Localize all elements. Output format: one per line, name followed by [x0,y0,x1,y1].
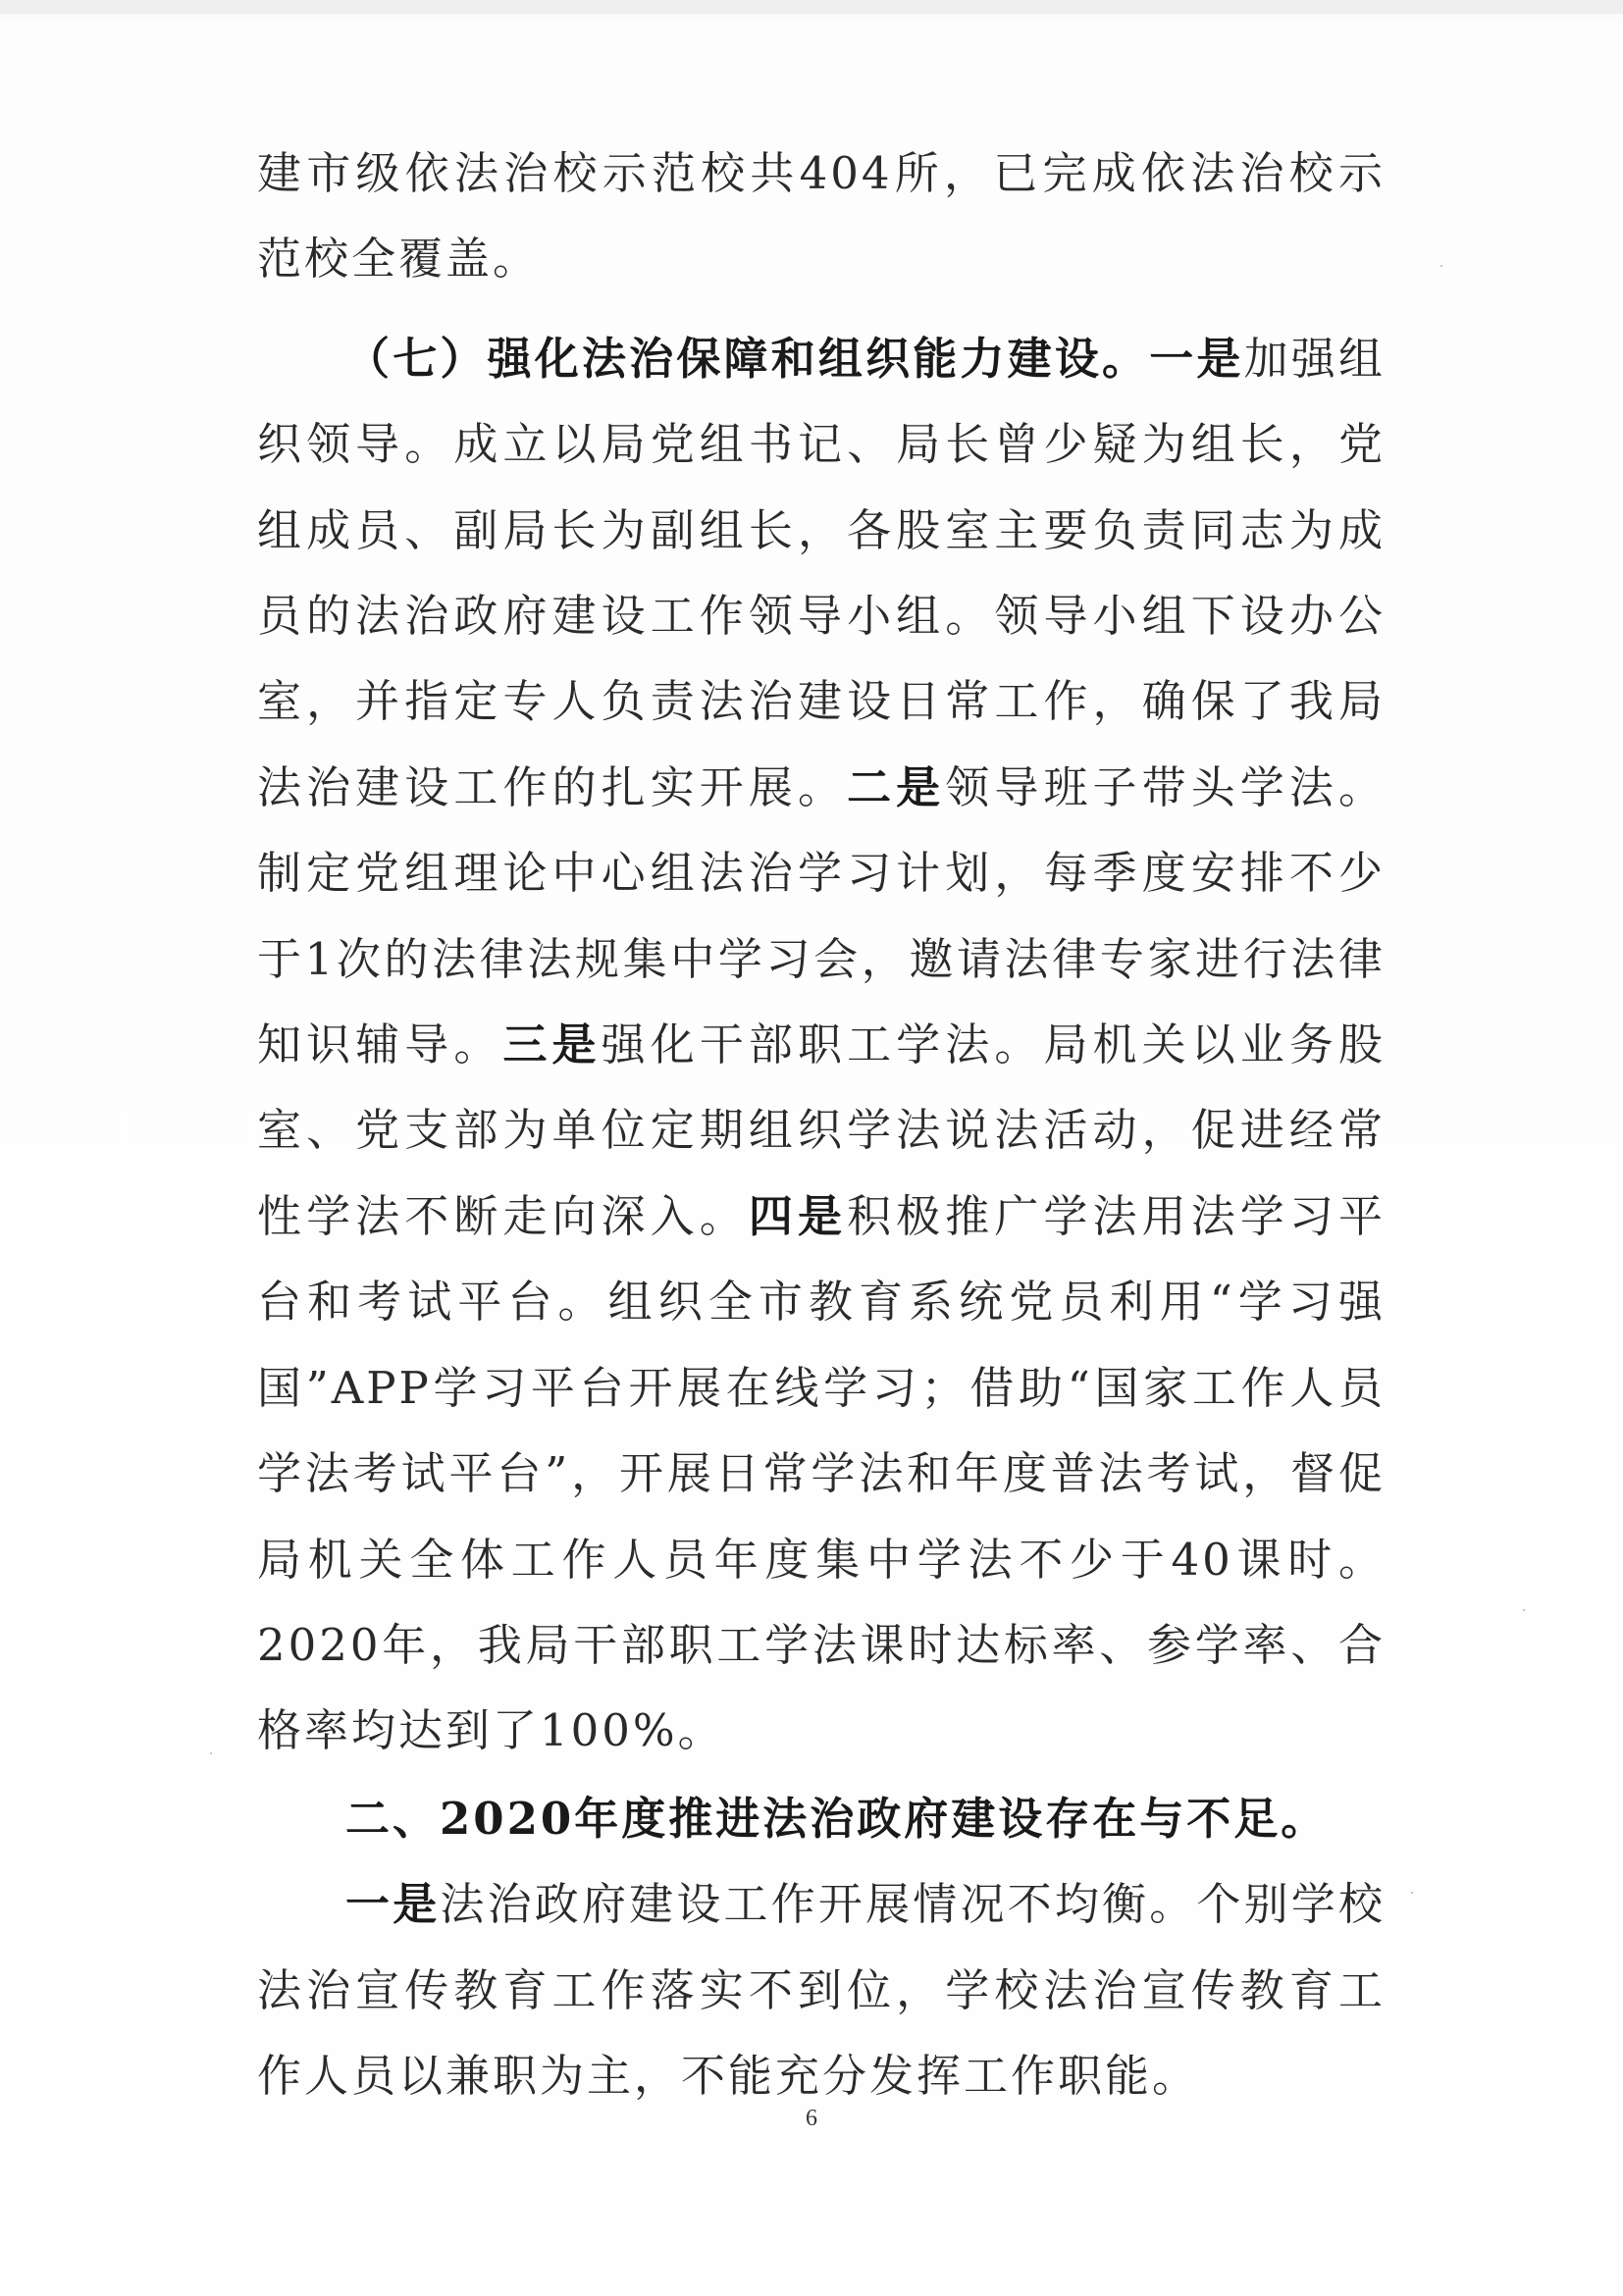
scan-speck [1440,265,1442,267]
shortcoming-one-text: 法治政府建设工作开展情况不均衡。个别学校法治宣传教育工作落实不到位，学校法治宣传教育工作人员以兼职为主，不能充分发挥工作职能。 [257,1878,1386,2102]
point-three-text: 强化干部职工学法。局机关以业务股室、党支部为单位定期组织学法说法活动，促进经常性学法不断走向深入。 [257,1018,1386,1242]
scan-speck [1411,1892,1413,1894]
point-two-text: 领导班子带头学法。制定党组理论中心组法治学习计划，每季度安排不少于1次的法律法规集中学习会，邀请法律专家进行法律知识辅导。 [257,760,1386,1071]
shortcoming-one-marker: 一是 [345,1878,441,1931]
section-two-heading: 二、2020年度推进法治政府建设存在与不足。 [345,1792,1329,1845]
scan-speck [210,1752,212,1754]
section-seven-heading: （七）强化法治保障和组织能力建设。 [345,332,1150,385]
document-body [257,130,1386,2118]
point-two-marker: 二是 [847,760,946,813]
paragraph-shortcoming [257,1861,1386,2118]
point-one-marker: 一是 [1149,332,1244,385]
scan-speck [1523,1609,1525,1611]
paragraph-section-seven [257,316,1386,1774]
paragraph-continuation [257,130,1386,302]
paragraph-text: 建市级依法治校示范校共404所，已完成依法治校示范校全覆盖。 [257,147,1386,286]
page-number: 6 [806,2106,817,2131]
point-four-text: 积极推广学法用法学习平台和考试平台。组织全市教育系统党员利用“学习强国”APP学习平台开展在线学习；借助“国家工作人员学法考试平台”，开展日常学法和年度普法考试，督促局机关全体工作人员年度集中学法不少于40课时。2020年，我局干部职工学法课时达标率、参学率、合格率均达到了100%。 [257,1189,1386,1757]
scan-top-edge [0,0,1623,14]
point-one-text: 加强组织领导。成立以局党组书记、局长曾少疑为组长，党组成员、副局长为副组长，各股室主要负责同志为成员的法治政府建设工作领导小组。领导小组下设办公室，并指定专人负责法治建设日常工作，确保了我局法治建设工作的扎实开展。 [257,332,1386,813]
point-four-marker: 四是 [748,1189,848,1242]
point-three-marker: 三是 [502,1018,602,1071]
